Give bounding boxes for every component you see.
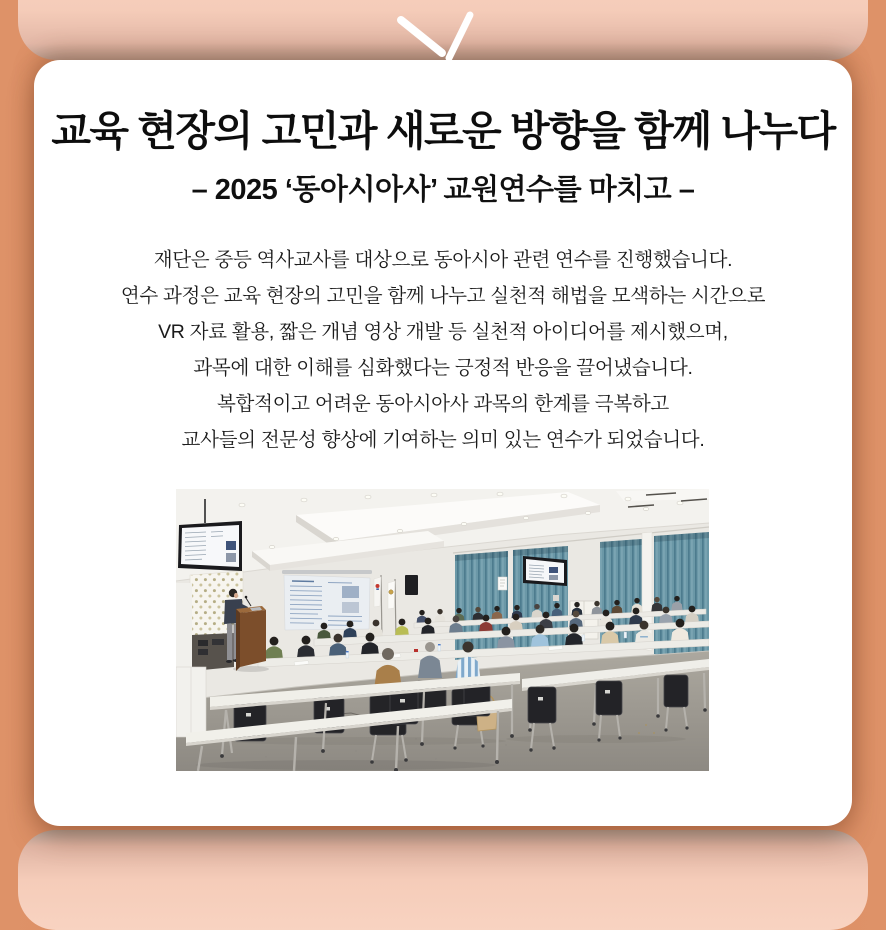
photo-illustration — [176, 489, 709, 771]
body-line: 과목에 대한 이해를 심화했다는 긍정적 반응을 끌어냈습니다. — [34, 350, 852, 386]
body-text — [34, 242, 852, 458]
wall-speaker — [405, 575, 418, 595]
body-line: 재단은 중등 역사교사를 대상으로 동아시아 관련 연수를 진행했습니다. — [34, 242, 852, 278]
checkmark-doodle-icon — [0, 0, 886, 70]
projection-screen — [282, 570, 372, 630]
page-subtitle: – 2025 ‘동아시아사’ 교원연수를 마치고 – — [34, 170, 852, 210]
event-photo — [176, 489, 709, 771]
page-title: 교육 현장의 고민과 새로운 방향을 함께 나누다 — [42, 104, 844, 158]
body-line: 복합적이고 어려운 동아시아사 과목의 한계를 극복하고 — [34, 386, 852, 422]
body-line: 연수 과정은 교육 현장의 고민을 함께 나누고 실천적 해법을 모색하는 시간으로 — [34, 278, 852, 314]
bottom-flap — [18, 830, 868, 930]
content-card — [34, 60, 852, 826]
body-line: 교사들의 전문성 향상에 기여하는 의미 있는 연수가 되었습니다. — [34, 422, 852, 458]
body-line: VR 자료 활용, 짧은 개념 영상 개발 등 실천적 아이디어를 제시했으며, — [34, 314, 852, 350]
right-tv — [523, 556, 567, 586]
